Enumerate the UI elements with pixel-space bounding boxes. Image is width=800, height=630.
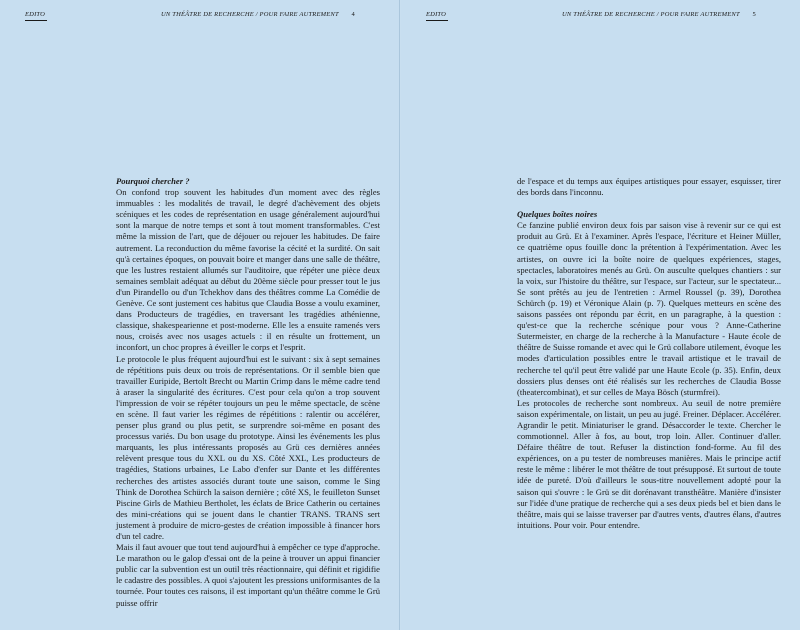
page-number: 5 xyxy=(752,11,756,18)
page-number: 4 xyxy=(351,11,355,18)
article-body xyxy=(517,176,781,531)
section-label: EDITO xyxy=(426,11,447,18)
right-page xyxy=(401,0,800,630)
running-title: UN THÉÂTRE DE RECHERCHE / POUR FAIRE AUTREMENT xyxy=(562,11,740,18)
section-label: EDITO xyxy=(25,11,46,18)
paragraph: Les protocoles de recherche sont nombreux. Au seuil de notre première saison expérimentale, on listait, un peu au jugé. Freiner. Déplacer. Accélérer. Agrandir le petit. Miniaturiser le grand. Désaccorder le texte. Chercher le commotionnel. Aller à fos, au bout, trop loin. Aller. Continuer d'aller. Défaire théâtre de tout. Refuser la distinction fond-forme. Au fil des expériences, on a pu tester de nombreuses manières. Mais le principe actif reste le même : libérer le mot théâtre de tout présupposé. Et surtout de toute idée de pureté. D'où d'ailleurs le sous-titre nouvellement adopté pour la saison qui s'ouvre : le Grü se dit dorénavant transthéâtre. Manière d'insister sur l'idée d'une pratique de recherche qui a ses deux pieds bel et bien dans le théâtre, mais qui se laisse traverser par d'autres vents, d'autres élans, d'autres intuitions. Pour voir. Pour entendre. xyxy=(517,397,781,530)
page-header xyxy=(25,11,381,23)
article-body xyxy=(116,176,380,609)
paragraph: On confond trop souvent les habitudes d'un moment avec des règles immuables : les modalités de travail, le degré d'achèvement des objets scéniques et les codes de représentation en usage généralement aujourd'hui sont la marque de notre temps et sont à tout moment transformables. C'est même la mission de l'art, que de déjouer ou rejouer les habitudes. De faire autrement. La reconduction du même favorise la cécité et la surdité. On sait qu'à certaines époques, on pouvait boire et manger dans une salle de théâtre, que les lustres restaient allumés sur l'auditoire, que répéter une pièce deux semaines semblait adéquat au début du 20ème siècle pour presser tout le jus d'un Pirandello ou d'un Tchekhov dans des théâtres comme La Comédie de Genève. Ce sont justement ces habitus que Claudia Bosse a voulu examiner, dans Producteurs de tragédies, en traversant les tragédies athénienne, classique, shakespearienne et post-moderne. Elle les a ensuite ramenés vers nous, croisés avec nos usages actuels : il en résulte un frottement, un inconfort, un choc propres à éveiller le corps et l'esprit. xyxy=(116,187,380,353)
paragraph: Le protocole le plus fréquent aujourd'hui est le suivant : six à sept semaines de répétitions puis deux ou trois de représentations. Or il semble bien que travailler Euripide, Bertolt Brecht ou Martin Crimp dans le même cadre tend à araser la singularité des écritures. C'est pour cela qu'on a trop souvent l'impression de voir se répéter toujours un peu le même spectacle, de scène en scène. Il faut varier les régimes de répétitions : ralentir ou accélérer, penser plus grand ou plus petit, se surprendre soi-même en posant des processus variés. Du bon usage du prototype. Ainsi les événements les plus marquants, les plus intéressants proposés au Grü ces dernières années relèvent presque tous du XXL ou du XS. Côté XXL, Les producteurs de tragédies, Stations urbaines, Le Labo d'enfer sur Dante et les différentes recherches des artistes associés durant toute une saison, comme le Sing Think de Dorothea Schürch la saison dernière ; côté XS, le feuilleton Sunset Piscine Girls de Mathieu Bertholet, les éclats de Brice Catherin ou certaines des mini-créations qui se jouent dans le chantier TRANS. TRANS sert justement à produire de micro-gestes de création impossible à financer hors d'un tel cadre. xyxy=(116,353,380,541)
page-header xyxy=(426,11,782,23)
running-title: UN THÉÂTRE DE RECHERCHE / POUR FAIRE AUTREMENT xyxy=(161,11,339,18)
section-rule xyxy=(25,20,47,21)
paragraph: Mais il faut avouer que tout tend aujourd'hui à empêcher ce type d'approche. Le marathon ou le galop d'essai ont de la peine à trouver un appui financier public car la subvention est un outil très réactionnaire, qui définit et rigidifie le cadastre des possibles. A quoi s'ajoutent les pressions uniformisantes de la tournée. Pour toutes ces raisons, il est important qu'un théâtre comme le Grü puisse offrir xyxy=(116,542,380,608)
continuation-paragraph: de l'espace et du temps aux équipes artistiques pour essayer, esquisser, tirer des bords dans l'inconnu. xyxy=(517,176,781,198)
section-rule xyxy=(426,20,448,21)
section-heading: Quelques boîtes noires xyxy=(517,209,598,220)
section-heading: Pourquoi chercher ? xyxy=(116,176,190,186)
paragraph-gap xyxy=(517,198,781,209)
paragraph: Ce fanzine publié environ deux fois par saison vise à revenir sur ce qui est produit au Grü. Et à l'examiner. Après l'espace, l'écriture et Heiner Müller, ce quatrième opus fouille donc la prétention à l'expérimentation. Avec les artistes, on ouvre ici la boîte noire de quelques expériences, stages, spectacles, laboratoires menés au Grü. On ausculte quelques chantiers : sur la voix, sur l'histoire du théâtre, sur l'espace, sur l'acteur, sur le spectateur... Se sont prêtés au jeu de l'entretien : Armel Roussel (p. 39), Dorothea Schürch (p. 19) et Véronique Alain (p. 7). Quelques metteurs en scène des saisons passées ont répondu par écrit, en un paragraphe, à la question : qu'est-ce que la recherche scénique pour vous ? Anne-Catherine Sutermeister, en charge de la recherche à la Manufacture - Haute école de théâtre de Suisse romande et avec qui le Grü collabore utilement, évoque les modes d'articulation possibles entre le travail artistique et le travail de recherche tel qu'il peut être validé par une Haute Ecole (p. 35). Enfin, deux dossiers plus denses ont été réalisés sur les recherches de Claudia Bosse (theatercombinat), et sur celles de Maya Bösch (sturmfrei). xyxy=(517,220,781,397)
